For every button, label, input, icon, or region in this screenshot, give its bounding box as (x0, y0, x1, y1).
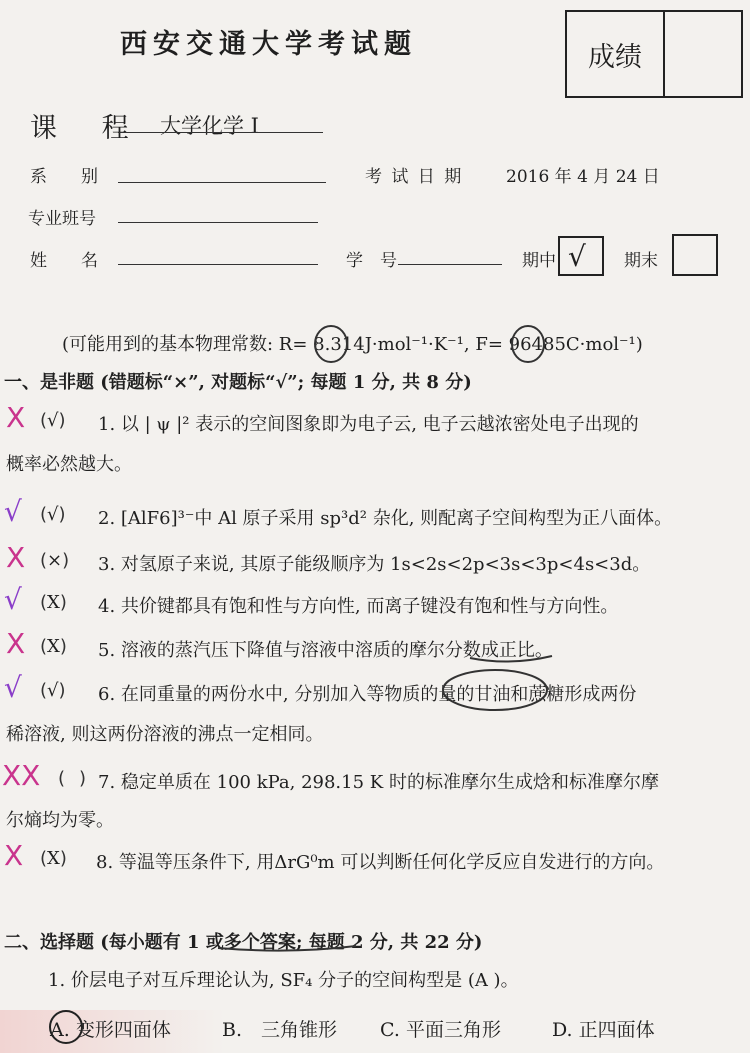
q1-text-line1: 1. 以 | ψ |² 表示的空间图象即为电子云, 电子云越浓密处电子出现的 (98, 414, 639, 435)
q5-text-line1: 5. 溶液的蒸汽压下降值与溶液中溶质的摩尔分数成正比。 (98, 640, 553, 661)
q7-text-line2: 尔熵均为零。 (6, 810, 114, 831)
score-label: 成绩 (567, 12, 665, 96)
dept-label: 系 别 (30, 167, 98, 187)
q6-answer: (√) (40, 680, 66, 701)
score-value-cell (665, 12, 741, 96)
score-box (565, 10, 743, 98)
class-label: 专业班号 (28, 209, 96, 229)
q4-text-line1: 4. 共价键都具有饱和性与方向性, 而离子键没有饱和性与方向性。 (98, 596, 619, 617)
section1-title: 一、是非题 (错题标“×”, 对题标“√”; 每题 1 分, 共 8 分) (4, 372, 472, 393)
midterm-label: 期中 (522, 251, 556, 271)
class-underline (118, 222, 318, 223)
q2-answer: (√) (40, 504, 66, 525)
q6-grade-mark: √ (4, 671, 22, 704)
name-underline (118, 264, 318, 265)
q6-text-line1: 6. 在同重量的两份水中, 分别加入等物质的量的甘油和蔗糖形成两份 (98, 684, 637, 705)
midterm-checkbox (558, 236, 604, 276)
q2-grade-mark: √ (4, 495, 22, 528)
final-checkbox (672, 234, 718, 276)
midterm-check-icon: √ (568, 240, 586, 273)
option-d: D. 正四面体 (552, 1019, 655, 1041)
q5-grade-mark: X (6, 627, 26, 660)
q4-grade-mark: √ (4, 583, 22, 616)
q3-text-line1: 3. 对氢原子来说, 其原子能级顺序为 1s<2s<2p<3s<3p<4s<3d。 (98, 554, 651, 575)
course-underline (118, 132, 323, 133)
q1-grade-mark: X (6, 401, 26, 434)
student-id-underline (398, 264, 502, 265)
q5-answer: (X) (40, 636, 67, 657)
q8-grade-mark: X (4, 839, 24, 872)
q1-text-line2: 概率必然越大。 (6, 454, 132, 475)
q7-answer: ( ) (58, 768, 87, 789)
q6-text-line2: 稀溶液, 则这两份溶液的沸点一定相同。 (6, 724, 324, 745)
section2-title: 二、选择题 (每小题有 1 或多个答案; 每题 2 分, 共 22 分) (4, 932, 483, 953)
exam-date-value: 2016 年 4 月 24 日 (506, 167, 660, 187)
physical-constants: (可能用到的基本物理常数: R= 8.314J·mol⁻¹·K⁻¹, F= 96485C·mol⁻¹) (62, 334, 643, 355)
q1-answer: (√) (40, 410, 66, 431)
q3-answer: (×) (40, 550, 70, 571)
course-label: 课 程 (30, 113, 147, 144)
q8-text-line1: 8. 等温等压条件下, 用ΔrG⁰m 可以判断任何化学反应自发进行的方向。 (96, 852, 665, 873)
q7-grade-mark: XX (2, 759, 41, 792)
q3-grade-mark: X (6, 541, 26, 574)
option-c: C. 平面三角形 (380, 1019, 501, 1041)
student-id-label: 学 号 (346, 251, 397, 271)
course-value: 大学化学 I (160, 114, 259, 138)
option-b: B. 三角锥形 (222, 1019, 338, 1041)
q7-text-line1: 7. 稳定单质在 100 kPa, 298.15 K 时的标准摩尔生成焓和标准摩尔摩 (98, 772, 659, 793)
q8-answer: (X) (40, 848, 67, 869)
exam-date-label: 考 试 日 期 (365, 167, 464, 187)
exam-title: 西安交通大学考试题 (120, 29, 417, 60)
name-label: 姓 名 (30, 251, 98, 271)
q4-answer: (X) (40, 592, 67, 613)
option-a: A. 变形四面体 (50, 1019, 171, 1041)
s2-q1-text: 1. 价层电子对互斥理论认为, SF₄ 分子的空间构型是 (A )。 (48, 970, 519, 991)
final-label: 期末 (624, 251, 658, 271)
q2-text-line1: 2. [AlF6]³⁻中 Al 原子采用 sp³d² 杂化, 则配离子空间构型为正八面体。 (98, 508, 673, 529)
dept-underline (118, 182, 326, 183)
